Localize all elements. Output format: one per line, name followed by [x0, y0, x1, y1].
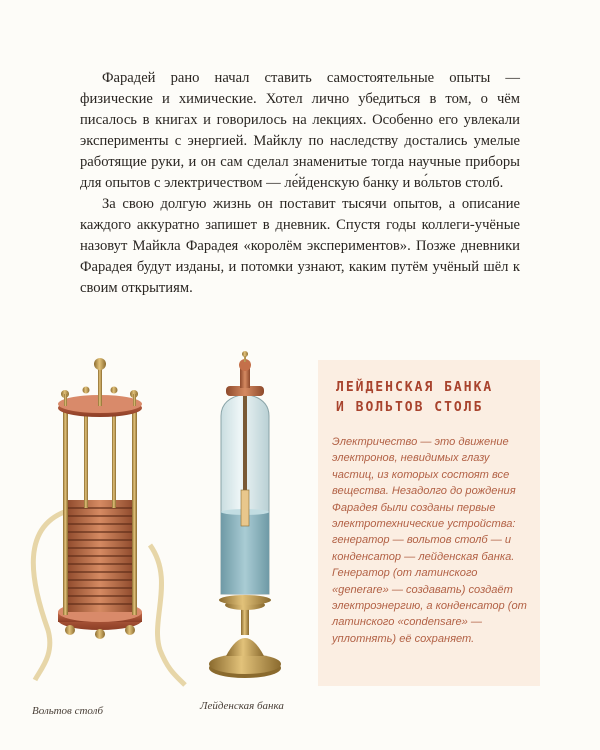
- sidebar-paragraph: Электричество — это движение электронов, невидимых глазу частиц, из которых состоят все вещества. Незадолго до рождения Фарадея были созданы первые электротехнические устройства: генератор — вольтов столб — и конденсатор — лейденская банка. Генератор (от латинского «generare» — создавать) создаёт электроэнергию, а конденсатор (от латинского «condensare» — уплотнять) её сохраняет.: [332, 436, 527, 645]
- sidebar-title-line-1: ЛЕЙДЕНСКАЯ БАНКА: [336, 380, 494, 395]
- illustrations: [0, 350, 320, 730]
- paragraph-2: За свою долгую жизнь он поставит тысячи опытов, а описание каждого аккуратно запишет в дневник. Спустя годы коллеги-учёные назовут Майкла Фарадея «королём экспериментов». Позже дневники Фарадея будут изданы, и потомки узнают, каким путём учёный шёл к своим открытиям.: [80, 196, 520, 296]
- leyden-jar-illustration: [209, 351, 281, 678]
- sidebar-text: [332, 434, 528, 647]
- info-sidebar: [318, 360, 540, 686]
- voltaic-pile-illustration: [33, 358, 185, 685]
- main-text: [80, 68, 520, 299]
- leyden-jar-caption: Лейденская банка: [200, 700, 284, 712]
- paragraph-1: Фарадей рано начал ставить самостоятельные опыты — физические и химические. Хотел лично убедиться в том, о чём писалось в книгах и говорилось на лекциях. Особенно его увлекали эксперименты с энергией. Майклу по наследству достались умелые работящие руки, и он сам сделал знаменитые тогда научные приборы для опытов с электричеством — ле́йденскую банку и во́льтов столб.: [80, 70, 520, 191]
- sidebar-title: [336, 378, 526, 418]
- voltaic-pile-caption: Вольтов столб: [32, 705, 104, 717]
- sidebar-title-line-2: И ВОЛЬТОВ СТОЛБ: [336, 400, 484, 415]
